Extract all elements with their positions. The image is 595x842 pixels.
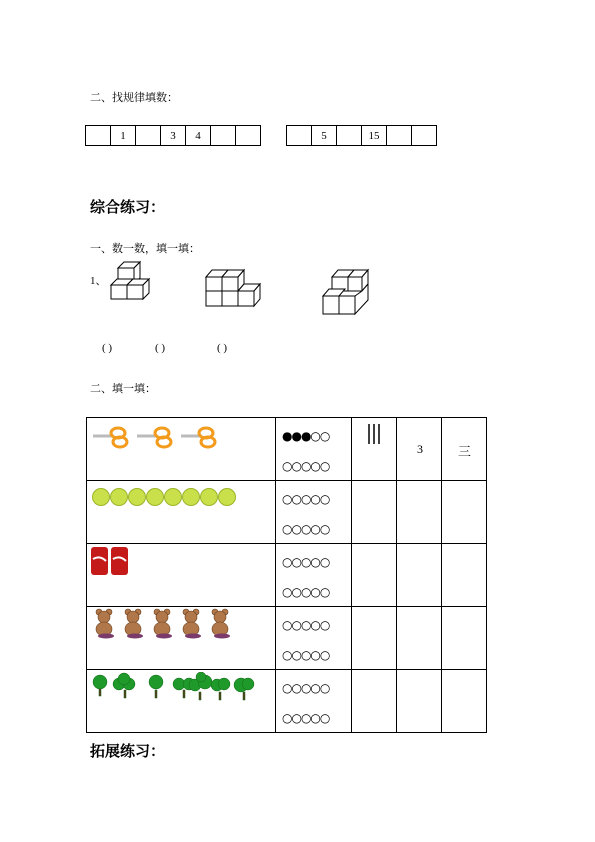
seq1-cell: 1 <box>111 126 136 146</box>
seq1-cell: 3 <box>161 126 186 146</box>
tally-cell[interactable] <box>352 670 397 733</box>
circles-cell <box>276 544 352 607</box>
circles-top: ○○○○○ <box>282 681 330 695</box>
picture-cell <box>87 544 276 607</box>
seq1-cell[interactable] <box>211 126 236 146</box>
q2-title: 二、填一填： <box>90 382 156 395</box>
count-table <box>86 417 487 733</box>
extension-title: 拓展练习： <box>90 742 166 760</box>
sequence-table-1 <box>85 125 261 146</box>
circles-bottom: ○○○○○ <box>282 522 330 536</box>
chinese-number-value: 三 <box>458 445 472 460</box>
number-cell[interactable] <box>397 670 442 733</box>
number-value: 3 <box>417 442 423 456</box>
number-cell[interactable] <box>397 418 442 481</box>
scissors-icon <box>91 424 271 454</box>
chinese-number-cell[interactable] <box>442 607 487 670</box>
circles-cell <box>276 418 352 481</box>
picture-cell <box>87 607 276 670</box>
tally-cell[interactable] <box>352 607 397 670</box>
circles-bottom: ○○○○○ <box>282 585 330 599</box>
circles-top: ○○○○○ <box>282 492 330 506</box>
seq2-cell[interactable] <box>337 126 362 146</box>
cube-figure-1 <box>108 260 156 302</box>
seq1-cell[interactable] <box>136 126 161 146</box>
cube-figure-3 <box>320 268 372 318</box>
table-row <box>87 481 487 544</box>
tree-icon <box>91 672 261 702</box>
teddy-bear-icon <box>91 608 251 640</box>
seq1-cell[interactable] <box>86 126 111 146</box>
seq2-cell: 15 <box>362 126 387 146</box>
table-row <box>87 607 487 670</box>
answer-paren-1[interactable]: ( ) <box>102 342 113 354</box>
sequence-table-2 <box>286 125 437 146</box>
chinese-number-cell[interactable] <box>442 418 487 481</box>
answer-paren-3[interactable]: ( ) <box>217 342 228 354</box>
seq1-cell: 4 <box>186 126 211 146</box>
circles-top: ○○○○○ <box>282 555 330 569</box>
tally-cell[interactable] <box>352 481 397 544</box>
table-row <box>87 670 487 733</box>
q1-label: 1、 <box>90 275 107 287</box>
table-row <box>87 544 487 607</box>
table-row <box>87 418 487 481</box>
number-cell[interactable] <box>397 607 442 670</box>
circles-bottom: ○○○○○ <box>282 711 330 725</box>
number-cell[interactable] <box>397 544 442 607</box>
chinese-number-cell[interactable] <box>442 481 487 544</box>
seq2-cell[interactable] <box>412 126 437 146</box>
tally-cell[interactable] <box>352 544 397 607</box>
chinese-number-cell[interactable] <box>442 670 487 733</box>
circles-cell <box>276 481 352 544</box>
circles-top: ●●●○○ <box>282 429 330 443</box>
cube-figure-2 <box>203 268 263 310</box>
number-cell[interactable] <box>397 481 442 544</box>
seq2-cell[interactable] <box>287 126 312 146</box>
q1-title: 一、数一数，填一填： <box>90 242 200 255</box>
circles-top: ○○○○○ <box>282 618 330 632</box>
circles-cell <box>276 670 352 733</box>
comprehensive-title: 综合练习： <box>90 198 166 216</box>
tennis-ball-icon <box>91 486 271 508</box>
picture-cell <box>87 670 276 733</box>
seq2-cell: 5 <box>312 126 337 146</box>
chinese-number-cell[interactable] <box>442 544 487 607</box>
tally-marks-icon <box>366 422 386 446</box>
cola-can-icon <box>90 545 140 577</box>
pattern-section-title: 二、找规律填数： <box>90 91 178 104</box>
circles-bottom: ○○○○○ <box>282 648 330 662</box>
circles-bottom: ○○○○○ <box>282 459 330 473</box>
answer-paren-2[interactable]: ( ) <box>155 342 166 354</box>
circles-cell <box>276 607 352 670</box>
tally-cell[interactable] <box>352 418 397 481</box>
seq2-cell[interactable] <box>387 126 412 146</box>
picture-cell <box>87 481 276 544</box>
seq1-cell[interactable] <box>236 126 261 146</box>
picture-cell <box>87 418 276 481</box>
